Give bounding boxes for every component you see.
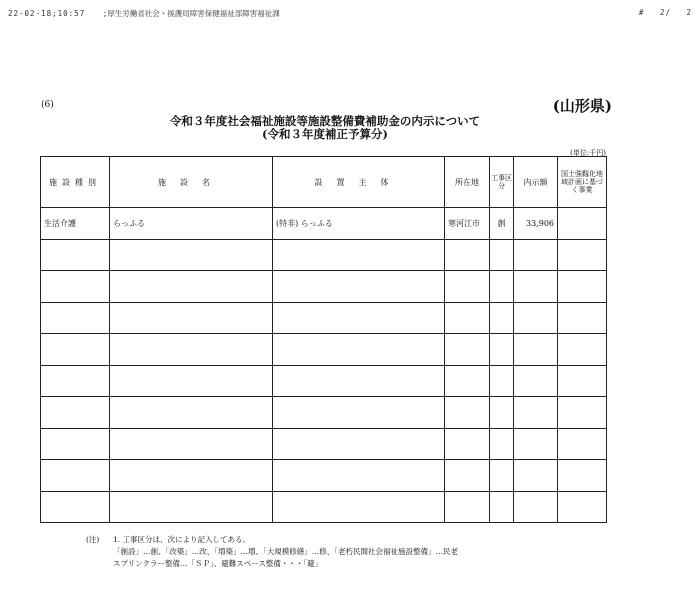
fax-page-number: 2/	[659, 8, 671, 17]
fax-page-hash: #	[638, 8, 645, 17]
table-header-row	[41, 157, 607, 208]
unit-label: (単位:千円)	[570, 149, 606, 157]
cell-operator: (特非) らっふる	[273, 208, 445, 240]
header-facility-type: 施設種別	[41, 157, 110, 208]
cell-location: 寒河江市	[445, 208, 490, 240]
header-location: 所在地	[445, 157, 490, 208]
header-work-type: 工事区分	[490, 157, 514, 208]
title-line-2: (令和３年度補正予算分)	[262, 127, 388, 141]
document-number: (6)	[41, 100, 54, 110]
notes-line-2: 「創設」…創、「改築」…改、「増築」…増、「大規模修繕」…修、「老朽民間社会福祉施設整備」…民老	[113, 547, 458, 556]
table-row-empty	[41, 365, 607, 397]
cell-work-type: 創	[490, 208, 514, 240]
header-operator: 設置主体	[273, 157, 445, 208]
table-row	[41, 208, 607, 240]
notes-line-1	[86, 534, 646, 546]
prefecture-name: (山形県)	[552, 97, 612, 115]
cell-amount: 33,906	[514, 208, 558, 240]
table-row-empty	[41, 239, 607, 271]
table-row-empty	[41, 491, 607, 523]
table-row-empty	[41, 334, 607, 366]
page-title	[120, 115, 530, 141]
table-row-empty	[41, 460, 607, 492]
fax-sender: ;厚生労働省社会・援護局障害保健福祉部障害福祉課	[102, 9, 280, 18]
header-resilience: 国土強靱化地域計画に基づく事業	[558, 157, 607, 208]
notes-text-1: 1. 工事区分は、次により記入してある。	[113, 535, 251, 544]
fax-sender-line	[8, 8, 280, 19]
fax-header	[8, 8, 692, 22]
notes	[86, 534, 646, 570]
header-facility-name: 施設名	[110, 157, 273, 208]
fax-timestamp: 22-02-18;10:57	[8, 9, 86, 18]
table-row-empty	[41, 302, 607, 334]
table-row-empty	[41, 397, 607, 429]
title-line-1: 令和３年度社会福祉施設等施設整備費補助金の内示について	[169, 114, 481, 128]
cell-facility-name: らっふる	[110, 208, 273, 240]
fax-page-info	[629, 8, 692, 17]
table-row-empty	[41, 428, 607, 460]
cell-facility-type: 生活介護	[41, 208, 110, 240]
header-amount: 内示額	[514, 157, 558, 208]
table-row-empty	[41, 271, 607, 303]
cell-resilience	[558, 208, 607, 240]
notes-label: (注)	[86, 535, 100, 544]
allocation-table	[40, 156, 607, 523]
fax-page-total: 2	[686, 8, 692, 17]
notes-line-3: スプリンクラー整備…「ＳＰ」、避難スペース整備・・・「避」	[113, 559, 323, 568]
